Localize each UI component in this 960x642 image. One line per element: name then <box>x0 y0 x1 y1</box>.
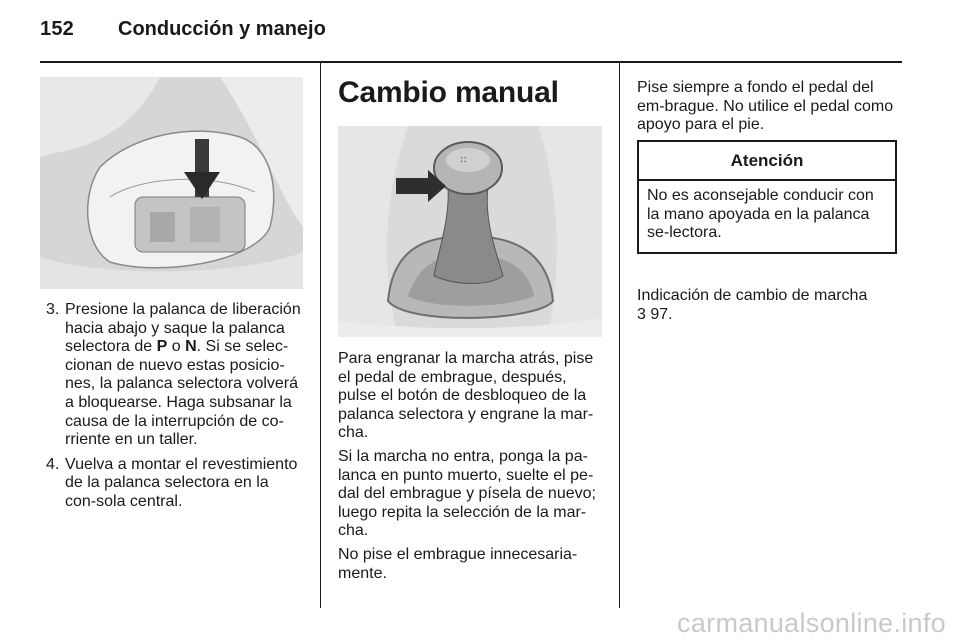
section-title: Conducción y manejo <box>118 18 326 40</box>
step-text: Presione la palanca de liberación hacia abajo y saque la palanca selectora de <box>65 301 301 356</box>
left-text-block <box>40 301 303 518</box>
manual-gear-knob-illustration <box>338 126 602 337</box>
section-heading: Cambio manual <box>338 76 559 109</box>
reference-page: 97. <box>650 305 673 323</box>
gear-n-label: N <box>185 338 197 356</box>
indicator-heading: Indicación de cambio de marcha <box>637 287 868 304</box>
gear-knob-figure <box>338 126 602 337</box>
paragraph-gear-not-engaging: Si la marcha no entra, ponga la pa-lanca en punto muerto, suelte el pe-dal del embrague y písela de nuevo; luego repita la selección de la mar-cha. <box>338 447 596 540</box>
paragraph-reverse-gear: Para engranar la marcha atrás, pise el pedal de embrague, después, pulse el botón de desbloqueo de la palanca selectora y engrane la mar-cha. <box>338 350 594 442</box>
step-text-cont: . Si se selec-cionan de nuevo estas posicio-nes, la palanca selectora volverá a bloquearse. Haga subsanar la causa de la interrupción de co-rriente en un taller. <box>65 338 299 449</box>
right-intro <box>637 79 903 140</box>
paragraph-clutch-usage: No pise el embrague innecesaria-mente. <box>338 545 578 582</box>
page-reference-arrow-icon: 3 <box>637 305 646 323</box>
gear-selector-release-lever-illustration <box>40 77 303 289</box>
page-number: 152 <box>40 18 74 40</box>
page-reference[interactable] <box>637 306 903 325</box>
notice-box <box>637 140 897 254</box>
header-divider <box>40 61 902 63</box>
svg-text:::: :: <box>460 154 467 165</box>
step-text-or: o <box>167 338 186 356</box>
column-divider-right <box>619 62 620 608</box>
column-divider-left <box>320 62 321 608</box>
step-text: Vuelva a montar el revestimiento de la palanca selectora en la con-sola central. <box>65 455 298 510</box>
notice-body: No es aconsejable conducir con la mano apoyada en la palanca se-lectora. <box>647 187 874 242</box>
right-indicator-block <box>637 287 903 324</box>
middle-text-block <box>338 350 602 588</box>
paragraph-clutch-pedal: Pise siempre a fondo el pedal del em-brague. No utilice el pedal como apoyo para el pie. <box>637 79 894 134</box>
watermark: carmanualsonline.info <box>677 608 946 638</box>
step-3 <box>40 301 303 450</box>
gear-selector-figure <box>40 77 303 289</box>
step-4 <box>40 456 303 512</box>
step-number: 3. <box>46 301 60 318</box>
step-number: 4. <box>46 455 60 473</box>
steps-list <box>40 301 303 512</box>
gear-p-label: P <box>156 338 168 356</box>
notice-title: Atención <box>639 142 895 181</box>
